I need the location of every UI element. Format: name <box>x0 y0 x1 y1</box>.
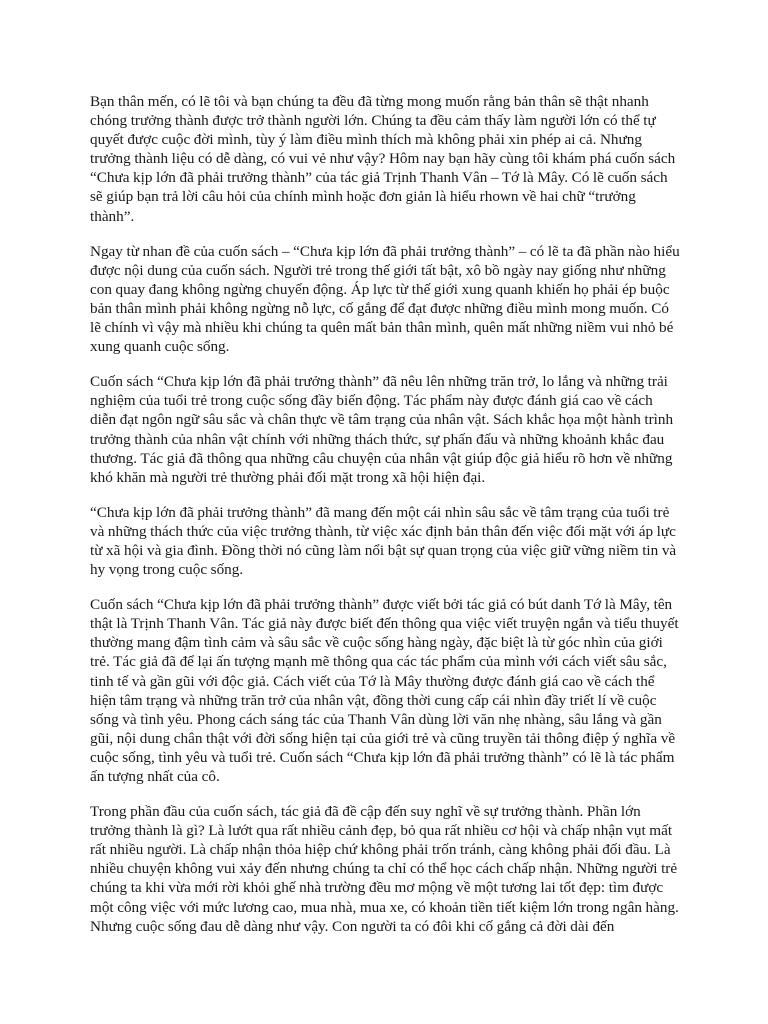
paragraph-book-insight: “Chưa kịp lớn đã phải trưởng thành” đã mang đến một cái nhìn sâu sắc về tâm trạng của tuổi trẻ và những thách thức của việc trưởng thành, từ việc xác định bản thân đến việc đối mặt với áp lực từ xã hội và gia đình. Đồng thời nó cũng làm nổi bật sự quan trọng của việc giữ vững niềm tin và hy vọng trong cuộc sống. <box>90 503 677 579</box>
paragraph-intro: Bạn thân mến, có lẽ tôi và bạn chúng ta đều đã từng mong muốn rằng bản thân sẽ thật nhanh chóng trưởng thành được trở thành người lớn. Chúng ta đều cảm thấy làm người lớn có thể tự quyết được cuộc đời mình, tùy ý làm điều mình thích mà không phải xin phép ai cả. Nhưng trưởng thành liệu có dễ dàng, có vui vẻ như vậy? Hôm nay bạn hãy cùng tôi khám phá cuốn sách “Chưa kịp lớn đã phải trưởng thành” của tác giả Trịnh Thanh Vân – Tớ là Mây. Có lẽ cuốn sách sẽ giúp bạn trả lời câu hỏi của chính mình hoặc đơn giản là hiểu rhown về hai chữ “trưởng thành”. <box>90 93 676 225</box>
paragraph-title-meaning: Ngay từ nhan đề của cuốn sách – “Chưa kịp lớn đã phải trưởng thành” – có lẽ ta đã phần nào hiểu được nội dung của cuốn sách. Người trẻ trong thế giới tất bật, xô bồ ngày nay giống như những con quay đang không ngừng chuyển động. Áp lực từ thế giới xung quanh khiến họ phải ép buộc bản thân mình phải không ngừng nỗ lực, cố gắng để đạt được những điều mình mong muốn. Có lẽ chính vì vậy mà nhiều khi chúng ta quên mất bản thân mình, quên mất những niềm vui nhỏ bé xung quanh cuộc sống. <box>90 242 680 356</box>
paragraph-first-part: Trong phần đầu của cuốn sách, tác giả đã đề cập đến suy nghĩ về sự trưởng thành. Phần lớn trưởng thành là gì? Là lướt qua rất nhiều cảnh đẹp, bỏ qua rất nhiều cơ hội và chấp nhận vụt mất rất nhiều người. Là chấp nhận thỏa hiệp chứ không phải trốn tránh, càng không phải đối đầu. Là nhiều chuyện không vui xảy đến nhưng chúng ta chỉ có thể học cách chấp nhận. Những người trẻ chúng ta khi vừa mới rời khỏi ghế nhà trường đều mơ mộng về một tương lai tốt đẹp: tìm được một công việc với mức lương cao, mua nhà, mua xe, có khoản tiền tiết kiệm lớn trong ngân hàng. Nhưng cuộc sống đau dễ dàng như vậy. Con người ta có đôi khi cố gắng cả đời dài đến <box>90 803 679 935</box>
document-page <box>90 92 682 952</box>
paragraph-author: Cuốn sách “Chưa kịp lớn đã phải trưởng thành” được viết bởi tác giả có bút danh Tớ là Mây, tên thật là Trịnh Thanh Vân. Tác giả này được biết đến thông qua việc viết truyện ngắn và tiểu thuyết thường mang đậm tình cảm và sâu sắc về cuộc sống hàng ngày, đặc biệt là từ góc nhìn của giới trẻ. Tác giả đã để lại ấn tượng mạnh mẽ thông qua các tác phẩm của mình với cách viết sâu sắc, tinh tế và gần gũi với độc giả. Cách viết của Tớ là Mây thường được đánh giá cao về cách thể hiện tâm trạng và những trăn trở của nhân vật, đồng thời cung cấp cái nhìn đầy triết lí về cuộc sống và tình yêu. Phong cách sáng tác của Thanh Vân dùng lời văn nhẹ nhàng, sâu lắng và gần gũi, nội dung chân thật với đời sống hiện tại của giới trẻ và cũng truyền tải thông điệp ý nghĩa về cuộc sống, tình yêu và tuổi trẻ. Cuốn sách “Chưa kịp lớn đã phải trưởng thành” có lẽ là tác phẩm ấn tượng nhất của cô. <box>90 596 679 785</box>
paragraph-book-content: Cuốn sách “Chưa kịp lớn đã phải trưởng thành” đã nêu lên những trăn trở, lo lắng và những trải nghiệm của tuổi trẻ trong cuộc sống đầy biến động. Tác phẩm này được đánh giá cao về cách diễn đạt ngôn ngữ sâu sắc và chân thực về tâm trạng của nhân vật. Sách khắc họa một hành trình trưởng thành của nhân vật chính với những thách thức, sự phấn đấu và những khoảnh khắc đau thương. Tác giả đã thông qua những câu chuyện của nhân vật giúp độc giả hiểu rõ hơn về những khó khăn mà người trẻ thường phải đối mặt trong xã hội hiện đại. <box>90 373 674 486</box>
